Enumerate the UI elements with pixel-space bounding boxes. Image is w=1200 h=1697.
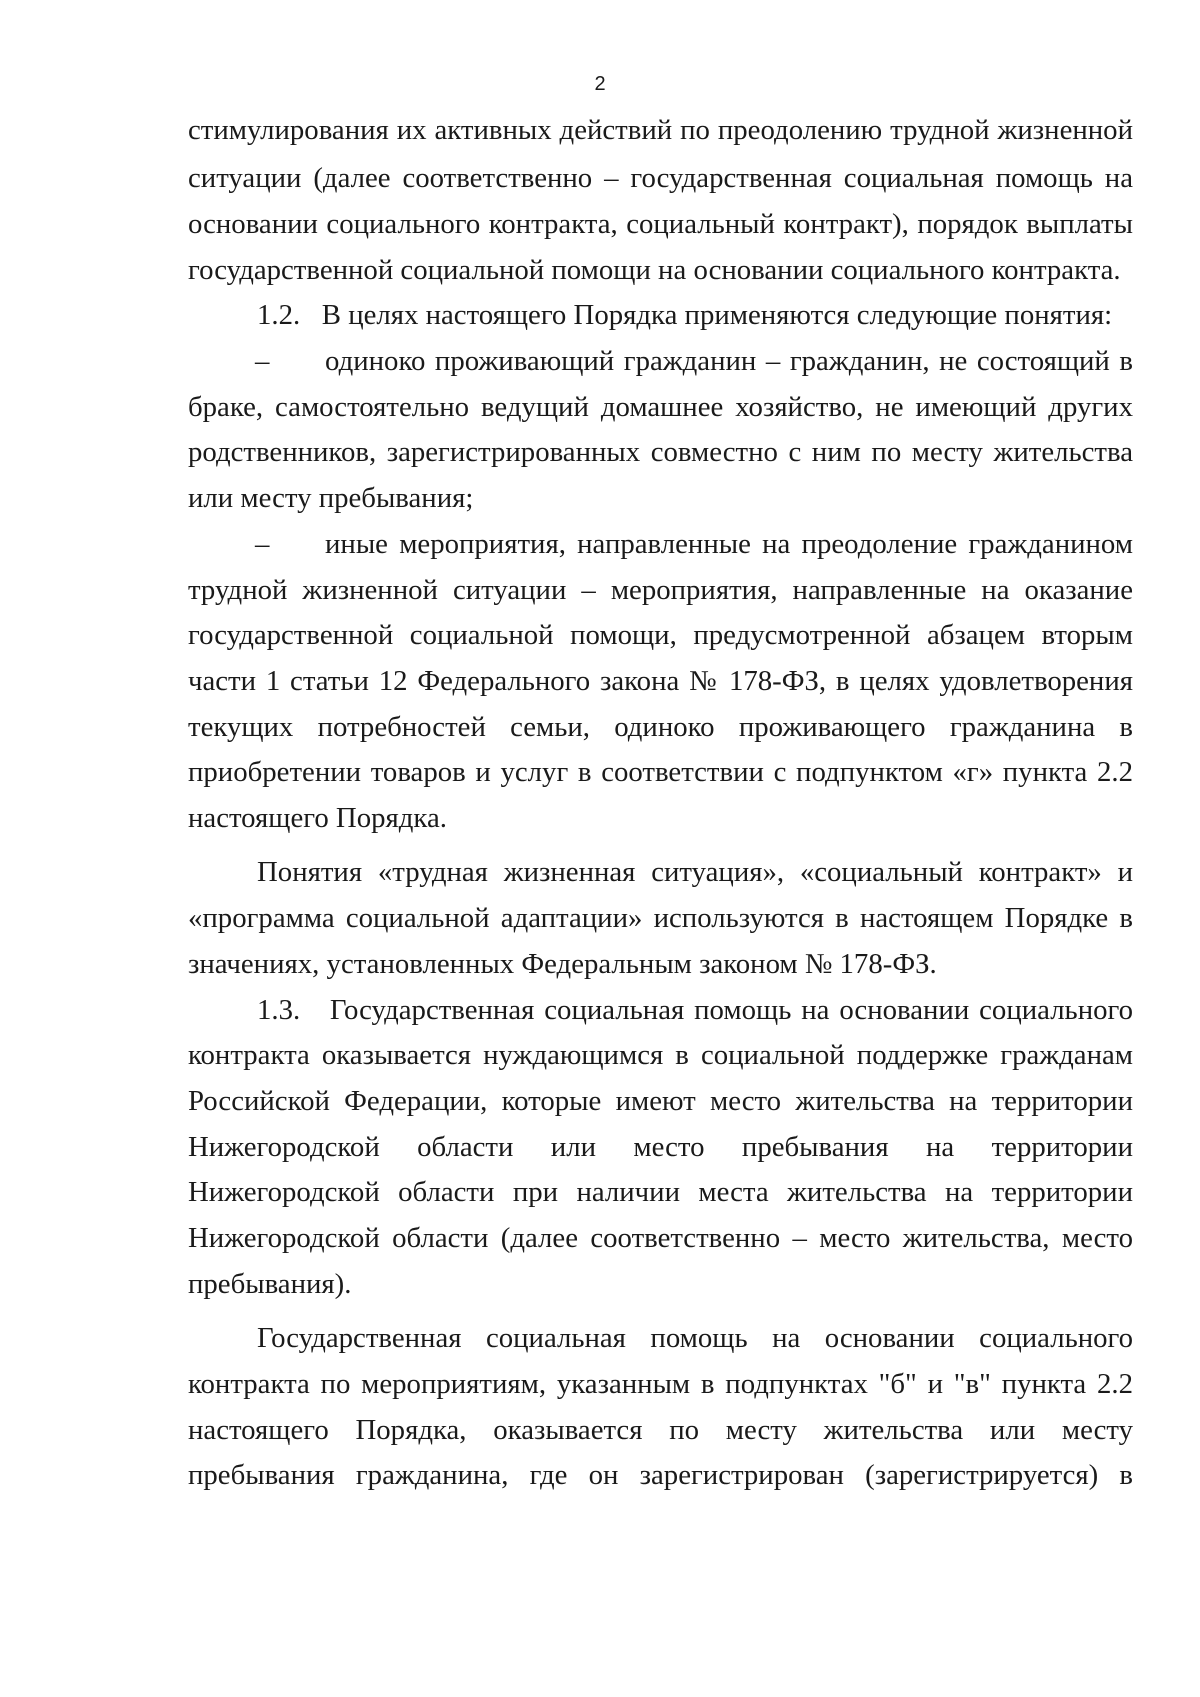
text-line: значениях, установленных Федеральным законом № 178-ФЗ. xyxy=(188,948,937,980)
list-dash: – xyxy=(255,528,270,560)
text-line: настоящего Порядка. xyxy=(188,802,447,834)
page-number: 2 xyxy=(594,73,606,95)
text-line: пребывания). xyxy=(188,1268,352,1300)
text-line: основании социального контракта, социальный контракт), порядок выплаты xyxy=(188,208,1133,240)
text-line: родственников, зарегистрированных совместно с ним по месту жительства xyxy=(188,436,1133,468)
text-line: контракта оказывается нуждающимся в социальной поддержке гражданам xyxy=(188,1039,1133,1071)
text-line: иные мероприятия, направленные на преодоление гражданином xyxy=(325,528,1133,560)
text-line: приобретении товаров и услуг в соответствии с подпунктом «г» пункта 2.2 xyxy=(188,756,1133,788)
text-line: текущих потребностей семьи, одиноко проживающего гражданина в xyxy=(188,711,1133,743)
text-line: Нижегородской области при наличии места жительства на территории xyxy=(188,1176,1133,1208)
text-line: Понятия «трудная жизненная ситуация», «социальный контракт» и xyxy=(257,856,1133,888)
text-line: настоящего Порядка, оказывается по месту жительства или месту xyxy=(188,1414,1133,1446)
text-line: государственной социальной помощи на основании социального контракта. xyxy=(188,254,1121,286)
text-line: Нижегородской области (далее соответственно – место жительства, место xyxy=(188,1222,1133,1254)
text-line: государственной социальной помощи, предусмотренной абзацем вторым xyxy=(188,619,1133,651)
text-line: Российской Федерации, которые имеют место жительства на территории xyxy=(188,1085,1133,1117)
text-line: ситуации (далее соответственно – государственная социальная помощь на xyxy=(188,162,1133,194)
text-line: стимулирования их активных действий по преодолению трудной жизненной xyxy=(188,114,1133,146)
text-line: Государственная социальная помощь на основании социального xyxy=(257,1322,1133,1354)
text-line: браке, самостоятельно ведущий домашнее хозяйство, не имеющий других xyxy=(188,391,1133,423)
text-line: или месту пребывания; xyxy=(188,482,474,514)
text-line: контракта по мероприятиям, указанным в подпунктах "б" и "в" пункта 2.2 xyxy=(188,1368,1133,1400)
text-line: «программа социальной адаптации» используются в настоящем Порядке в xyxy=(188,902,1133,934)
text-line: пребывания гражданина, где он зарегистрирован (зарегистрируется) в xyxy=(188,1459,1133,1491)
text-line: части 1 статьи 12 Федерального закона № 178-ФЗ, в целях удовлетворения xyxy=(188,665,1133,697)
list-dash: – xyxy=(255,345,270,377)
text-line: 1.3. Государственная социальная помощь на основании социального xyxy=(257,994,1133,1026)
text-line: трудной жизненной ситуации – мероприятия, направленные на оказание xyxy=(188,574,1133,606)
text-line: одиноко проживающий гражданин – гражданин, не состоящий в xyxy=(325,345,1133,377)
text-line: 1.2. В целях настоящего Порядка применяются следующие понятия: xyxy=(257,299,1113,331)
text-line: Нижегородской области или место пребывания на территории xyxy=(188,1131,1133,1163)
